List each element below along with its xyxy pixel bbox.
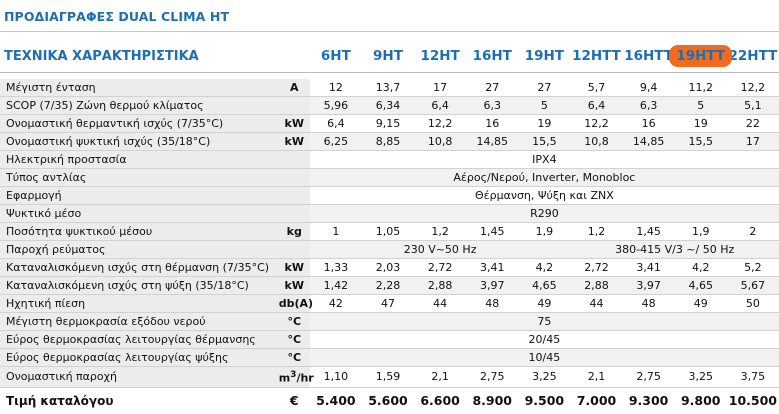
model-19ht: 19HT [524, 48, 564, 64]
price-value: 6.600 [414, 387, 466, 414]
cell-value: 27 [537, 81, 552, 94]
title-divider [0, 31, 779, 32]
row-label: Καταναλισκόμενη ισχύς στη θέρμανση (7/35°C) [0, 259, 279, 277]
cell-value: 4,65 [675, 277, 727, 295]
cell-value: 2,75 [636, 370, 661, 384]
row-label: SCOP (7/35) Ζώνη θερμού κλίματος [0, 97, 279, 115]
spec-row-pump-type [0, 169, 779, 187]
cell-value: 5 [675, 97, 727, 115]
row-unit [279, 187, 310, 205]
row-label: Ποσότητα ψυκτικού μέσου [0, 223, 279, 241]
cell-value: 14,85 [466, 133, 518, 151]
row-label: Ονομαστική ψυκτική ισχύς (35/18°C) [0, 133, 279, 151]
spec-row-application [0, 187, 779, 205]
row-unit: kW [279, 115, 310, 133]
cell-value: 6,3 [466, 97, 518, 115]
cell-value: 1,59 [375, 370, 401, 384]
cell-value: 6,4 [570, 97, 622, 115]
spec-row-electrical-protection [0, 151, 779, 169]
spanning-value: 20/45 [528, 333, 561, 346]
row-unit [278, 367, 314, 388]
row-unit [279, 205, 310, 223]
spanning-value: IPX4 [532, 153, 557, 166]
cell-value: 2,1 [431, 370, 449, 384]
cell-value: 12 [328, 81, 343, 94]
row-label: Ονομαστική παροχή [0, 367, 279, 388]
page-title: ΠΡΟΔΙΑΓΡΑΦΕΣ DUAL CLIMA HT [4, 9, 230, 24]
cell-value: 13,7 [375, 81, 401, 94]
price-value: 7.000 [570, 387, 622, 414]
spec-row-consumption-cooling [0, 277, 779, 295]
cell-value: 22 [745, 117, 760, 130]
model-16ht: 16HT [472, 48, 512, 64]
cell-value: 5,2 [744, 261, 762, 274]
cell-value: 1,9 [535, 225, 554, 238]
cell-value: 1,45 [479, 225, 505, 238]
spec-row-scop [0, 97, 779, 115]
row-unit: kW [279, 133, 310, 151]
cell-value: 6,4 [414, 97, 466, 115]
row-unit: kW [279, 277, 310, 295]
unit-hr: /hr [296, 371, 314, 385]
cell-value: 19 [537, 117, 552, 130]
row-unit: kW [279, 259, 310, 277]
cell-value: 16 [485, 117, 500, 130]
cell-value: 4,2 [535, 261, 554, 274]
cell-value: 11,2 [688, 81, 713, 94]
row-label: Ηλεκτρική προστασία [0, 151, 279, 169]
cell-value: 6,3 [623, 97, 675, 115]
row-label: Εφαρμογή [0, 187, 279, 205]
cell-value: 10,8 [570, 133, 622, 151]
price-row [0, 387, 779, 414]
cell-value: 44 [589, 297, 604, 310]
spanning-value: 75 [310, 313, 779, 331]
price-value: 5.600 [362, 387, 414, 414]
cell-value: 1,45 [636, 225, 661, 238]
cell-value: 2,28 [362, 277, 414, 295]
cell-value: 4,65 [518, 277, 570, 295]
cell-value: 3,25 [532, 370, 557, 384]
cell-value: 3,25 [688, 370, 713, 384]
cell-value: 10,8 [414, 133, 466, 151]
cell-value: 12,2 [584, 117, 609, 130]
header-unit [279, 40, 310, 73]
cell-value: 2,72 [584, 261, 609, 274]
spec-table [0, 40, 779, 414]
spec-row-max-water-temp [0, 313, 779, 331]
row-label: Παροχή ρεύματος [0, 241, 279, 259]
model-12htt: 12HTT [572, 48, 621, 64]
row-unit [279, 97, 310, 115]
spec-row-power-supply [0, 241, 779, 259]
row-label: Ηχητική πίεση [0, 295, 279, 313]
row-unit [279, 169, 310, 187]
row-unit: A [279, 79, 310, 97]
highlight-badge: 19HTT [676, 48, 726, 64]
unit-m: m [278, 371, 291, 385]
cell-value: 1 [332, 225, 340, 238]
cell-value: 6,4 [327, 117, 345, 130]
cell-value: 9,15 [375, 117, 401, 130]
cell-value: 17 [433, 81, 448, 94]
cell-value: 1,10 [323, 370, 349, 384]
cell-value: 42 [328, 297, 343, 310]
header-label: ΤΕΧΝΙΚΑ ΧΑΡΑΚΤΗΡΙΣΤΙΚΑ [4, 48, 199, 64]
cell-value: 2,88 [414, 277, 466, 295]
header-row [0, 40, 779, 73]
model-6ht: 6HT [320, 48, 351, 64]
cell-value: 3,41 [479, 261, 505, 274]
row-unit: kg [279, 223, 310, 241]
cell-value: 1,42 [310, 277, 362, 295]
spec-row-nominal-flow [0, 367, 779, 388]
cell-value: 49 [537, 297, 552, 310]
price-value: 8.900 [466, 387, 518, 414]
cell-value: 12,2 [740, 81, 766, 94]
row-label: Ονομαστική θερμαντική ισχύς (7/35°C) [0, 115, 279, 133]
cell-value: 15,5 [518, 133, 570, 151]
spanning-value: Αέρος/Νερού, Inverter, Monobloc [310, 169, 779, 187]
spec-row-consumption-heating [0, 259, 779, 277]
row-label: Εύρος θερμοκρασίας λειτουργίας θέρμανσης [0, 331, 279, 349]
row-unit: db(A) [279, 295, 310, 313]
cell-value: 8,85 [362, 133, 414, 151]
price-label: Τιμή καταλόγου [0, 387, 279, 414]
three-phase-value: 380-415 V/3 ~/ 50 Hz [570, 241, 779, 259]
cell-value: 9,4 [639, 81, 658, 94]
cell-value: 4,2 [691, 261, 710, 274]
spanning-value: 10/45 [310, 349, 779, 367]
spec-row-cooling-range [0, 349, 779, 367]
cell-value: 2,1 [587, 370, 606, 384]
row-label: Ψυκτικό μέσο [0, 205, 279, 223]
unit-exponent: 3 [290, 370, 297, 380]
cell-value: 3,97 [466, 277, 518, 295]
cell-value: 48 [485, 297, 500, 310]
row-unit: °C [279, 313, 310, 331]
model-19htt-highlighted [675, 40, 727, 73]
cell-value: 15,5 [675, 133, 727, 151]
row-label: Μέγιστη θερμοκρασία εξόδου νερού [0, 313, 279, 331]
cell-value: 16 [641, 117, 656, 130]
spec-row-refrigerant [0, 205, 779, 223]
cell-value: 1,33 [323, 261, 349, 274]
cell-value: 2 [749, 225, 757, 238]
row-unit: °C [279, 349, 310, 367]
model-12ht: 12HT [420, 48, 460, 64]
spec-row-refrigerant-qty [0, 223, 779, 241]
spec-row-sound-pressure [0, 295, 779, 313]
cell-value: 27 [485, 81, 500, 94]
cell-value: 3,41 [636, 261, 661, 274]
price-value: 9.500 [518, 387, 570, 414]
cell-value: 44 [433, 297, 448, 310]
cell-value: 1,05 [375, 225, 401, 238]
cell-value: 5,67 [727, 277, 779, 295]
cell-value: 6,34 [362, 97, 414, 115]
cell-value: 49 [693, 297, 708, 310]
model-22htt: 22HTT [728, 48, 778, 64]
model-16htt: 16HTT [624, 48, 673, 64]
cell-value: 12,2 [427, 117, 453, 130]
cell-value: 1,2 [431, 225, 449, 238]
cell-value: 17 [727, 133, 779, 151]
currency-symbol: € [279, 387, 310, 414]
price-value: 5.400 [310, 387, 362, 414]
row-unit [279, 151, 310, 169]
cell-value: 5 [518, 97, 570, 115]
cell-value: 5,96 [310, 97, 362, 115]
cell-value: 5,7 [587, 81, 606, 94]
single-phase-value: 230 V~50 Hz [310, 241, 571, 259]
cell-value: 47 [380, 297, 395, 310]
spec-row-cooling-capacity [0, 133, 779, 151]
row-unit: °C [279, 331, 310, 349]
cell-value: 50 [745, 297, 760, 310]
spec-row-heating-range [0, 331, 779, 349]
cell-value: 1,9 [691, 225, 710, 238]
price-value: 9.800 [675, 387, 727, 414]
cell-value: 2,03 [375, 261, 401, 274]
cell-value: 3,75 [740, 370, 766, 384]
row-label: Μέγιστη ένταση [0, 79, 279, 97]
cell-value: 48 [641, 297, 656, 310]
cell-value: 6,25 [310, 133, 362, 151]
spanning-value: Θέρμανση, Ψύξη και ZNX [474, 189, 614, 202]
row-label: Εύρος θερμοκρασίας λειτουργίας ψύξης [0, 349, 279, 367]
row-label: Καταναλισκόμενη ισχύς στη ψύξη (35/18°C) [0, 277, 279, 295]
cell-value: 2,88 [570, 277, 622, 295]
row-unit [279, 241, 310, 259]
price-value: 9.300 [623, 387, 675, 414]
price-value: 10.500 [727, 387, 779, 414]
cell-value: 3,97 [623, 277, 675, 295]
cell-value: 5,1 [727, 97, 779, 115]
cell-value: 14,85 [623, 133, 675, 151]
spanning-value: R290 [310, 205, 779, 223]
cell-value: 2,75 [479, 370, 505, 384]
spec-row-heating-capacity [0, 115, 779, 133]
cell-value: 19 [693, 117, 708, 130]
model-9ht: 9HT [373, 48, 403, 64]
row-label: Τύπος αντλίας [0, 169, 279, 187]
cell-value: 1,2 [587, 225, 606, 238]
cell-value: 2,72 [427, 261, 453, 274]
spec-row-max-current [0, 79, 779, 97]
